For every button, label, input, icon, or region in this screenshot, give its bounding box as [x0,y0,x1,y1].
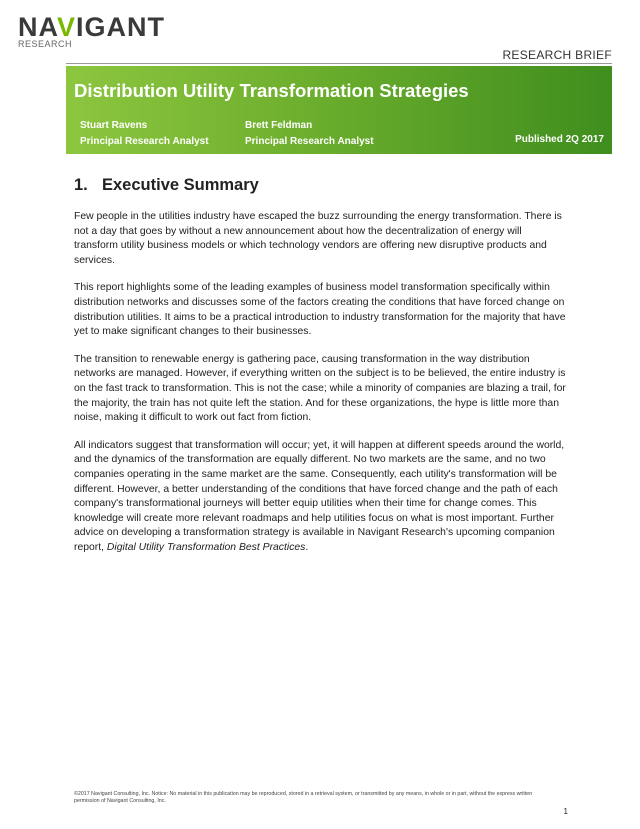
paragraph: This report highlights some of the leading examples of business model transformation specifically within distribution networks and discusses some of the factors creating the conditions that have forced change on distribution utilities. It aims to be a practical introduction to industry transformation for the majority that have yet to make significant changes to their businesses. [74,282,566,338]
companion-report-title: Digital Utility Transformation Best Practices [106,541,306,553]
published-date: Published 2Q 2017 [515,134,604,145]
body-text [74,210,568,568]
paragraph: Few people in the utilities industry have escaped the buzz surrounding the energy transformation. There is not a day that goes by without a new announcement about how the decentralization of energy will transform utility business models or which technology vendors are offering new disruptive products and services. [74,211,562,266]
logo-wordmark: NAVIGANT [18,12,166,42]
report-title: Distribution Utility Transformation Strategies [74,80,469,101]
section-title: Executive Summary [102,176,259,194]
author-name: Stuart Ravens [80,120,148,131]
author-1 [80,118,209,150]
page-number: 1 [563,807,568,816]
author-role: Principal Research Analyst [80,136,209,147]
paragraph-end: . [305,541,309,553]
research-brief-label: RESEARCH BRIEF [502,48,612,62]
paragraph-final [74,439,568,556]
paragraph-text: All indicators suggest that transformation will occur; yet, it will happen at different speeds around the world, and the dynamics of the transformation are equally different. No two markets are the same, and no two companies operating in the same market are the same. Consequently, each utility's transformation will be different. However, a better understanding of the conditions that have forced change and the path of each company's transformational journeys will better equip utilities when their time for change comes. This knowledge will create more relevant roadmaps and help utilities focus on what is most important. Further advice on developing a transformation strategy is available in Navigant Research's upcoming companion report, [74,439,565,553]
title-banner [66,66,612,154]
section-number: 1. [74,176,88,194]
navigant-logo [18,13,165,49]
copyright-notice: ©2017 Navigant Consulting, Inc. Notice: No material in this publication may be reproduced, stored in a retrieval system, or transmitted by any means, in whole or in part, without the express written permission of Navigant Consulting, Inc. [74,791,533,804]
paragraph: The transition to renewable energy is gathering pace, causing transformation in the way distribution networks are managed. However, if everything written on the subject is to be believed, the entire industry is on the fast track to transformation. This is not the case; while a minority of companies are blazing a trail, for the majority, the train has not quite left the station. And for these organizations, the hype is little more than noise, making it difficult to work out fact from fiction. [74,353,566,424]
section-heading [74,176,259,195]
author-2 [245,118,374,150]
author-role: Principal Research Analyst [245,136,374,147]
author-name: Brett Feldman [245,120,313,131]
logo-subtitle: RESEARCH [18,39,73,49]
header-rule [66,63,612,64]
